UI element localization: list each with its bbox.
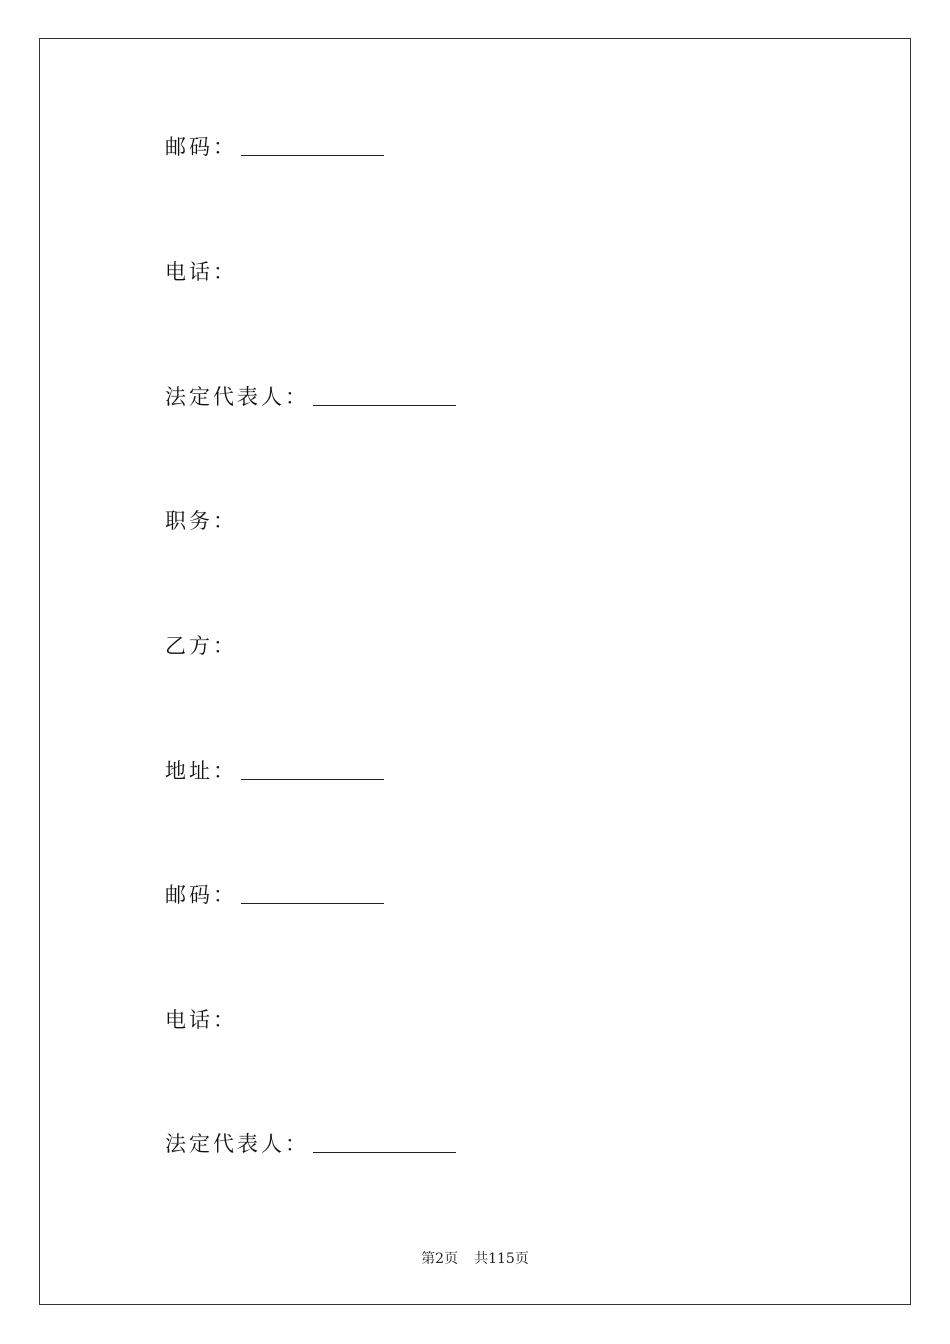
field-label: 电话： (165, 260, 237, 284)
address-blank-line (241, 779, 384, 780)
page-footer (0, 1248, 950, 1268)
field-row-postcode-b (165, 880, 384, 910)
field-row-address (165, 756, 384, 786)
field-row-postcode (165, 132, 384, 162)
field-label: 电话： (165, 1008, 237, 1032)
page-number: 第2页 (421, 1251, 459, 1267)
field-row-position (165, 506, 237, 536)
field-row-phone (165, 257, 237, 287)
field-label: 法定代表人： (165, 1132, 309, 1156)
field-label: 地址： (165, 759, 237, 783)
field-label: 邮码： (165, 135, 237, 159)
field-row-legal-representative (165, 382, 456, 412)
legal-representative-blank-line (313, 1152, 456, 1153)
field-label: 乙方： (165, 634, 237, 658)
field-label: 邮码： (165, 883, 237, 907)
page-total: 共115页 (474, 1251, 529, 1267)
field-label: 职务： (165, 509, 237, 533)
field-row-phone-b (165, 1005, 237, 1035)
postcode-blank-line (241, 155, 384, 156)
legal-representative-blank-line (313, 405, 456, 406)
postcode-blank-line (241, 903, 384, 904)
field-row-party-b (165, 631, 237, 661)
field-label: 法定代表人： (165, 385, 309, 409)
page-border (39, 38, 911, 1305)
field-row-legal-representative-b (165, 1129, 456, 1159)
